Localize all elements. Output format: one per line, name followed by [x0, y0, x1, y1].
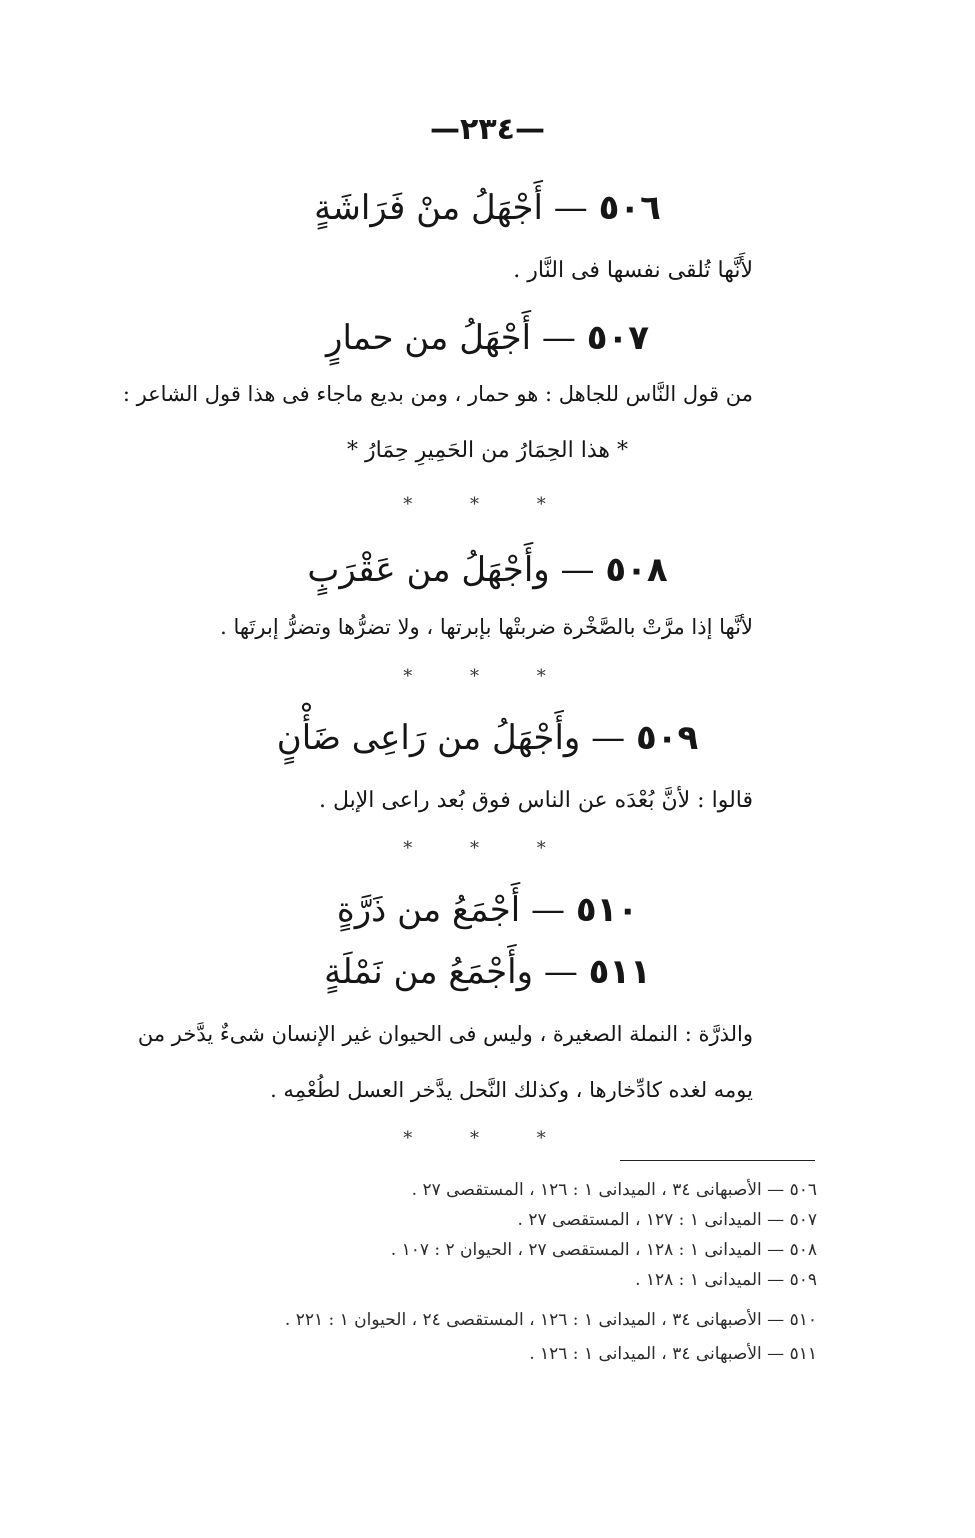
section-separator: * * *: [403, 666, 572, 687]
section-separator: * * *: [403, 494, 572, 515]
section-separator: * * *: [403, 838, 572, 859]
entry-heading-506: [0, 188, 975, 228]
entry-number: ٥١١: [588, 952, 651, 992]
entry-title: — وأَجْهَلُ من رَاعِى ضَأْنٍ: [276, 718, 626, 758]
entry-title: — وأَجْهَلُ من عَقْرَبٍ: [307, 550, 595, 590]
footnote-506: ٥٠٦ — الأصبهانى ٣٤ ، الميدانى ١ : ١٢٦ ، المستقصى ٢٧ .: [411, 1180, 817, 1200]
entry-title: — وأَجْمَعُ من نَمْلَةٍ: [324, 952, 578, 992]
page-number: —٢٣٤—: [430, 112, 545, 147]
entry-body-507: من قول النَّاس للجاهل : هو حمار ، ومن بديع ماجاء فى هذا قول الشاعر :: [122, 382, 753, 406]
entry-heading-511: [0, 952, 975, 992]
entry-number: ٥٠٦: [598, 188, 661, 228]
footnote-507: ٥٠٧ — الميدانى ١ : ١٢٧ ، المستقصى ٢٧ .: [517, 1210, 817, 1230]
entry-number: ٥٠٨: [605, 550, 668, 590]
entry-heading-507: [0, 318, 975, 358]
entry-body-509: قالوا : لأنَّ بُعْدَه عن الناس فوق بُعد راعى الإبل .: [318, 788, 753, 813]
entry-heading-508: [0, 550, 975, 590]
entry-body-506: لأَنَّها تُلقى نفسها فى النَّار .: [513, 258, 753, 283]
entry-number: ٥١٠: [575, 890, 639, 930]
poetry-verse: * هذا الحِمَارُ من الحَمِيرِ حِمَارُ *: [347, 438, 628, 463]
footnote-511: ٥١١ — الأصبهانى ٣٤ ، الميدانى ١ : ١٢٦ .: [529, 1344, 817, 1364]
entry-body-511-line1: والذرَّة : النملة الصغيرة ، وليس فى الحيوان غير الإنسان شىءٌ يدَّخر من: [137, 1022, 753, 1046]
entry-number: ٥٠٧: [586, 318, 649, 358]
entry-heading-510: [0, 890, 975, 930]
footnote-510: ٥١٠ — الأصبهانى ٣٤ ، الميدانى ١ : ١٢٦ ، المستقصى ٢٤ ، الحيوان ١ : ٢٢١ .: [284, 1310, 817, 1330]
section-separator: * * *: [403, 1128, 572, 1149]
footnote-509: ٥٠٩ — الميدانى ١ : ١٢٨ .: [635, 1270, 817, 1290]
entry-title: — أَجْهَلُ من حمارٍ: [326, 318, 576, 358]
entry-number: ٥٠٩: [635, 718, 699, 758]
entry-heading-509: [0, 718, 975, 758]
footnote-508: ٥٠٨ — الميدانى ١ : ١٢٨ ، المستقصى ٢٧ ، الحيوان ٢ : ١٠٧ .: [390, 1240, 817, 1260]
entry-title: — أَجْمَعُ من ذَرَّةٍ: [336, 890, 566, 930]
entry-title: — أَجْهَلُ منْ فَرَاشَةٍ: [314, 188, 588, 228]
footnote-divider: [620, 1160, 815, 1161]
entry-body-511-line2: يومه لغده كادِّخارها ، وكذلك النَّحل يدَّخر العسل لطُعْمِه .: [270, 1078, 753, 1102]
entry-body-508: لأنَّها إذا مرَّتْ بالصَّخْرة ضربتْها بإبرتها ، ولا تضرُّها وتضرُّ إبرتَها .: [220, 615, 753, 639]
